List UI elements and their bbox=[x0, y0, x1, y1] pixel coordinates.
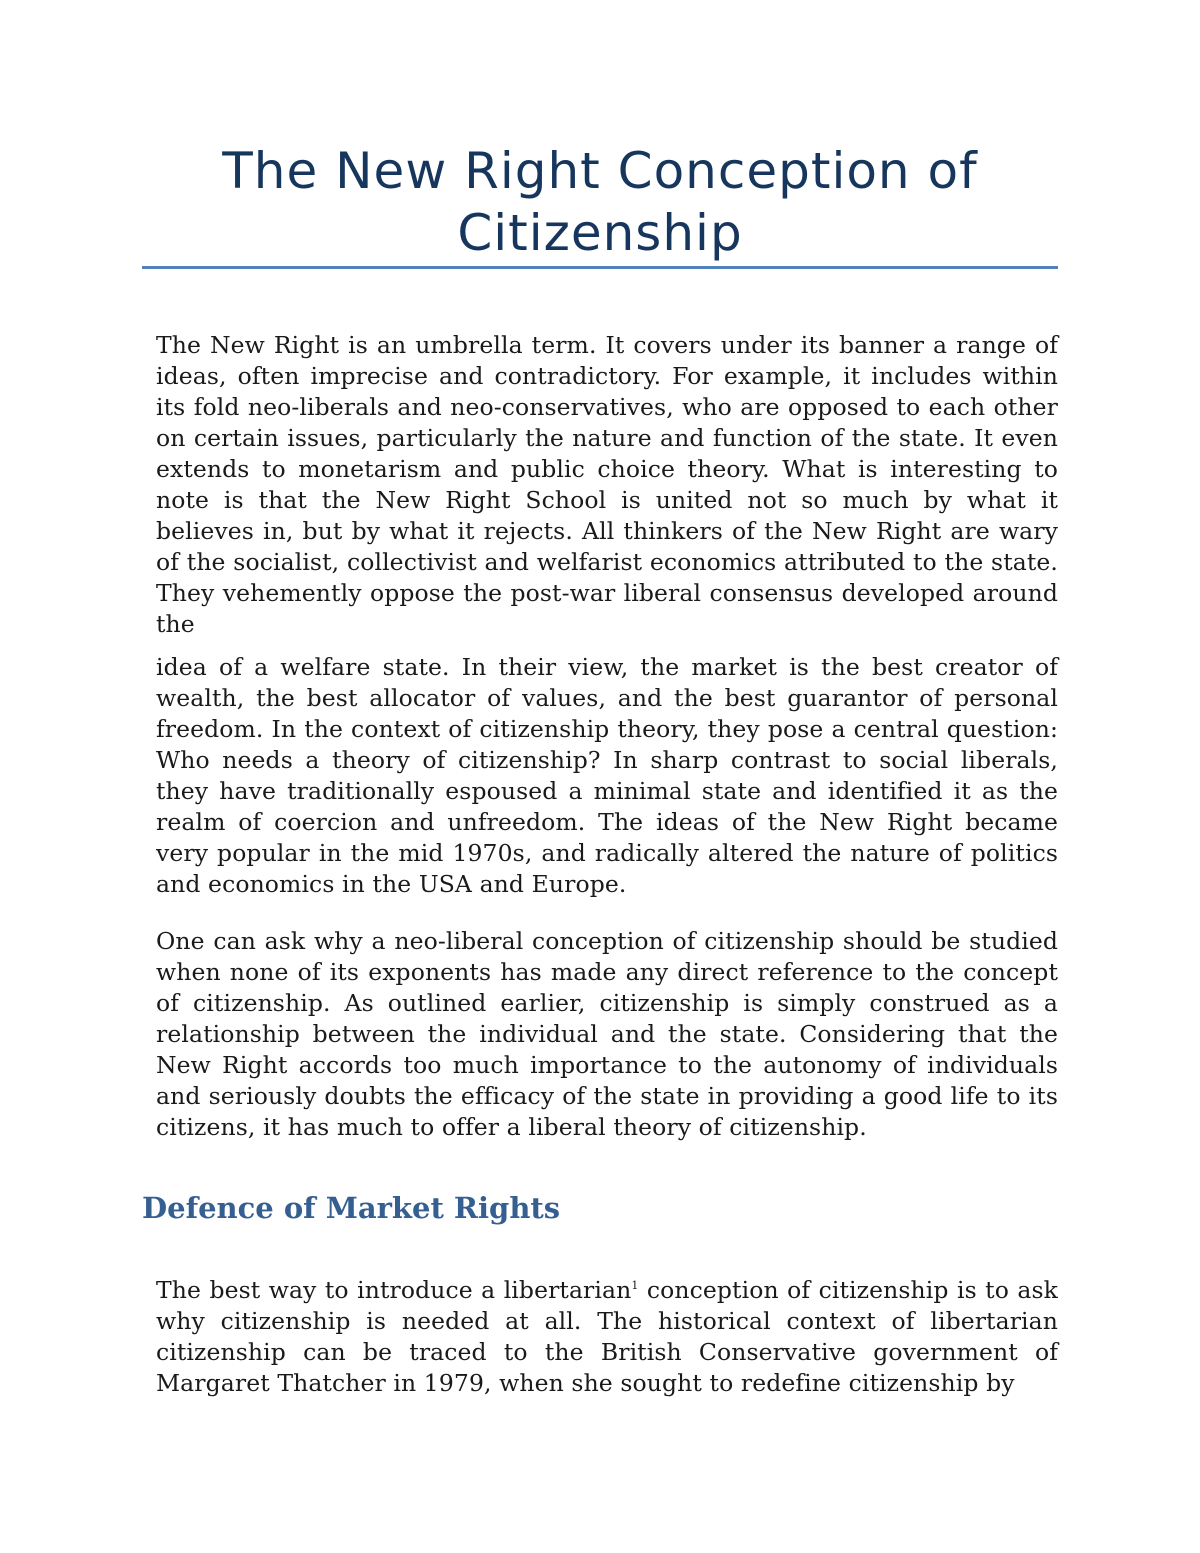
paragraph-4-start: The best way to introduce a libertarian bbox=[156, 1276, 632, 1304]
paragraph-1: The New Right is an umbrella term. It covers under its banner a range of ideas, often imprecise and contradictory. For example, it includes within its fold neo-liberals and neo-conservatives, who are opposed to each other on certain issues, particularly the nature and function of the state. It even extends to monetarism and public choice theory. What is interesting to note is that the New Right School is united not so much by what it believes in, but by what it rejects. All thinkers of the New Right are wary of the socialist, collectivist and welfarist economics attributed to the state. They vehemently oppose the post-war liberal consensus developed around the bbox=[156, 331, 1058, 638]
title-line-2: Citizenship bbox=[457, 204, 743, 262]
footnote-marker[interactable]: 1 bbox=[631, 1279, 639, 1293]
title-underline bbox=[142, 266, 1058, 269]
section-heading: Defence of Market Rights bbox=[142, 1191, 561, 1225]
paragraph-4 bbox=[156, 1275, 1058, 1399]
paragraph-4-rest: conception of citizenship is to ask why citizenship is needed at all. The historical context of libertarian citizenship can be traced to the British Conservative government of Margaret Thatcher in 1979, when she sought to redefine citizenship by bbox=[156, 1276, 1058, 1397]
page-title bbox=[142, 140, 1058, 264]
paragraph-3: One can ask why a neo-liberal conception of citizenship should be studied when none of its exponents has made any direct reference to the concept of citizenship. As outlined earlier, citizenship is simply construed as a relationship between the individual and the state. Considering that the New Right accords too much importance to the autonomy of individuals and seriously doubts the efficacy of the state in providing a good life to its citizens, it has much to offer a liberal theory of citizenship. bbox=[156, 927, 1058, 1141]
title-line-1: The New Right Conception of bbox=[222, 142, 978, 200]
page-title-text bbox=[142, 140, 1058, 264]
paragraph-2: idea of a welfare state. In their view, the market is the best creator of wealth, the best allocator of values, and the best guarantor of personal freedom. In the context of citizenship theory, they pose a central question: Who needs a theory of citizenship? In sharp contrast to social liberals, they have traditionally espoused a minimal state and identified it as the realm of coercion and unfreedom. The ideas of the New Right became very popular in the mid 1970s, and radically altered the nature of politics and economics in the USA and Europe. bbox=[156, 653, 1058, 898]
